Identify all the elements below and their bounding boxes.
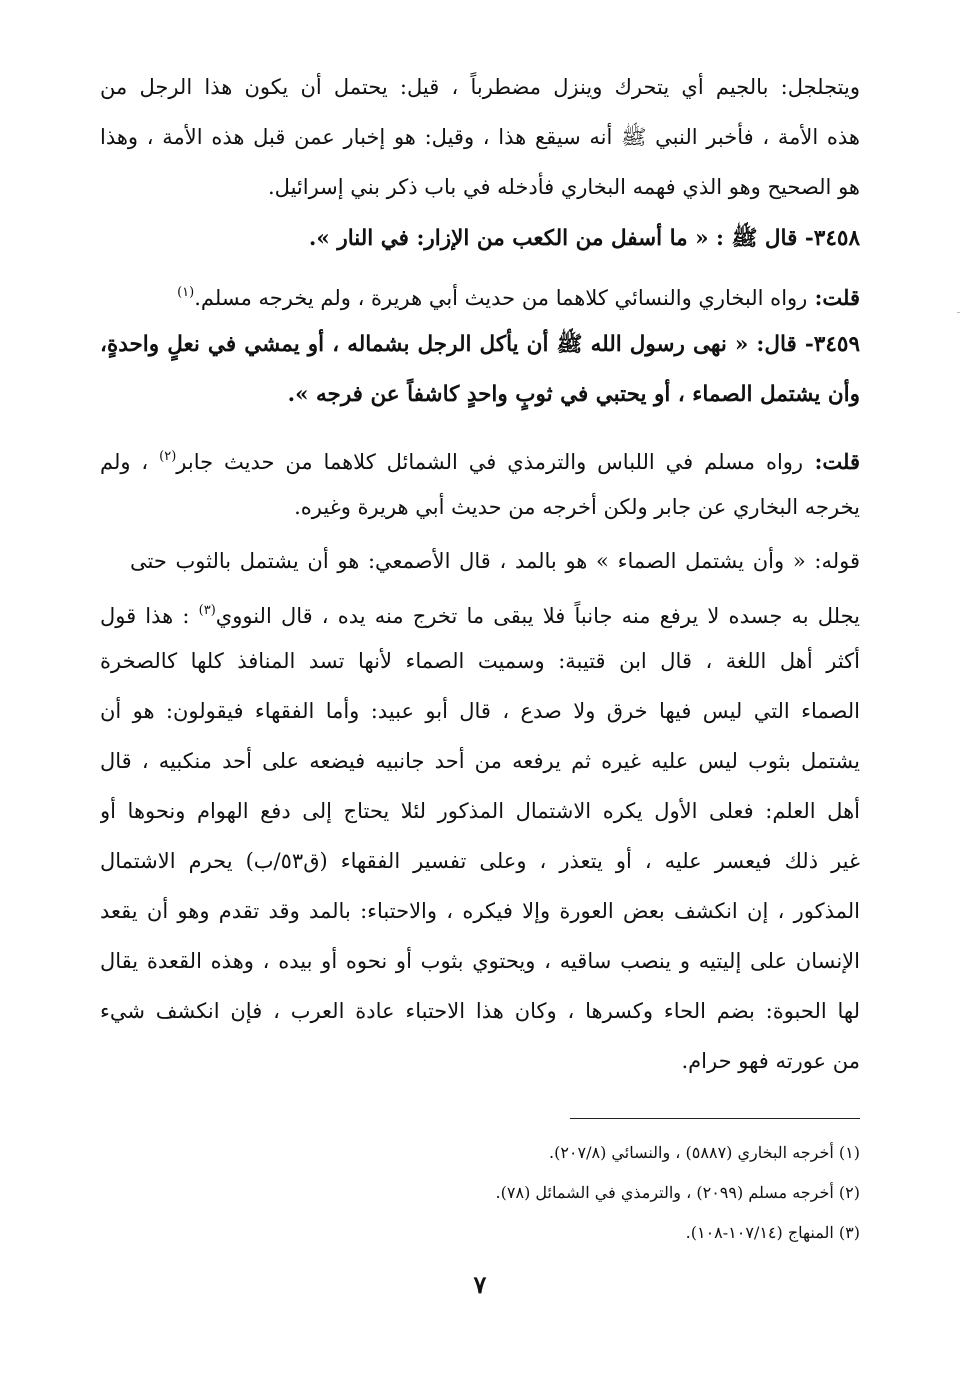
commentary-line-8: المذكور ، إن انكشف بعض العورة وإلا فيكره ، والاحتباء: بالمد وقد تقدم وهو أن يقعد xyxy=(100,899,860,923)
footnote-ref-3: (٣) xyxy=(198,603,216,618)
hadith-3459-line-1: ٣٤٥٩- قال: « نهى رسول الله ﷺ أن يأكل الرجل بشماله ، أو يمشي في نعلٍ واحدةٍ، xyxy=(100,332,860,357)
page-number: ٧ xyxy=(473,1270,487,1299)
footnote-ref-2: (٢) xyxy=(159,449,177,464)
commentary-line-3: أكثر أهل اللغة ، قال ابن قتيبة: وسميت الصماء لأنها تسد المنافذ كلها كالصخرة xyxy=(100,649,860,673)
commentary-line-2: يجلل به جسده لا يرفع منه جانباً فلا يبقى ما تخرج منه يده ، قال النووي$^{(٣)}$ : هذا قول xyxy=(100,603,860,628)
commentary-line-9: الإنسان على إليتيه و ينصب ساقيه ، ويحتوي بثوب أو نحوه أو بيده ، وهذه القعدة يقال xyxy=(100,949,860,973)
commentary-line-5: يشتمل بثوب ليس عليه غيره ثم يرفعه من أحد جانبيه فيضعه على أحد منكبيه ، قال xyxy=(100,749,860,773)
commentary-line-6: أهل العلم: فعلى الأول يكره الاشتمال المذكور لئلا يحتاج إلى دفع الهوام ونحوها أو xyxy=(100,799,860,823)
commentary-line-1: قوله: « وأن يشتمل الصماء » هو بالمد ، قال الأصمعي: هو أن يشتمل بالثوب حتى xyxy=(130,549,860,573)
footnote-1: (١) أخرجه البخاري (٥٨٨٧) ، والنسائي (٢٠٧/٨). xyxy=(548,1143,860,1162)
body-line-3: هو الصحيح وهو الذي فهمه البخاري فأدخله في باب ذكر بني إسرائيل. xyxy=(268,175,860,199)
qultu-label: قلت: xyxy=(807,285,860,310)
qultu-note-2-line-1: قلت: رواه مسلم في اللباس والترمذي في الشمائل كلاهما من حديث جابر$^{(٢)}$ ، ولم xyxy=(100,449,860,474)
footnote-separator xyxy=(570,1118,860,1119)
qultu-label: قلت: xyxy=(803,449,860,474)
commentary-line-11: من عورته فهو حرام. xyxy=(681,1049,860,1073)
footnote-3: (٣) المنهاج (١٠٧/١٤-١٠٨). xyxy=(685,1223,860,1242)
footnote-2: (٢) أخرجه مسلم (٢٠٩٩) ، والترمذي في الشمائل (٧٨). xyxy=(495,1183,860,1202)
hadith-3458-line: ٣٤٥٨- قال ﷺ : « ما أسفل من الكعب من الإزار: في النار ». xyxy=(308,226,860,251)
footnote-ref-1: (١) xyxy=(177,285,195,300)
qultu-note-2-line-2: يخرجه البخاري عن جابر ولكن أخرجه من حديث أبي هريرة وغيره. xyxy=(294,495,860,519)
commentary-line-10: لها الحبوة: بضم الحاء وكسرها ، وكان هذا الاحتباء عادة العرب ، فإن انكشف شيء xyxy=(100,999,860,1023)
hadith-3459-line-2: وأن يشتمل الصماء ، أو يحتبي في ثوبٍ واحدٍ كاشفاً عن فرجه ». xyxy=(287,382,860,407)
body-line-2: هذه الأمة ، فأخبر النبي ﷺ أنه سيقع هذا ، وقيل: هو إخبار عمن قبل هذه الأمة ، وهذا xyxy=(100,125,860,149)
commentary-line-4: الصماء التي ليس فيها خرق ولا صدع ، قال أبو عبيد: وأما الفقهاء فيقولون: هو أن xyxy=(100,699,860,723)
qultu-note-1: قلت: رواه البخاري والنسائي كلاهما من حديث أبي هريرة ، ولم يخرجه مسلم.$^{(١)}$ xyxy=(177,285,860,310)
commentary-line-7: غير ذلك فيعسر عليه ، أو يتعذر ، وعلى تفسير الفقهاء (ق٥٣/ب) يحرم الاشتمال xyxy=(100,849,860,873)
body-line-1: ويتجلجل: بالجيم أي يتحرك وينزل مضطرباً ، قيل: يحتمل أن يكون هذا الرجل من xyxy=(100,75,860,99)
